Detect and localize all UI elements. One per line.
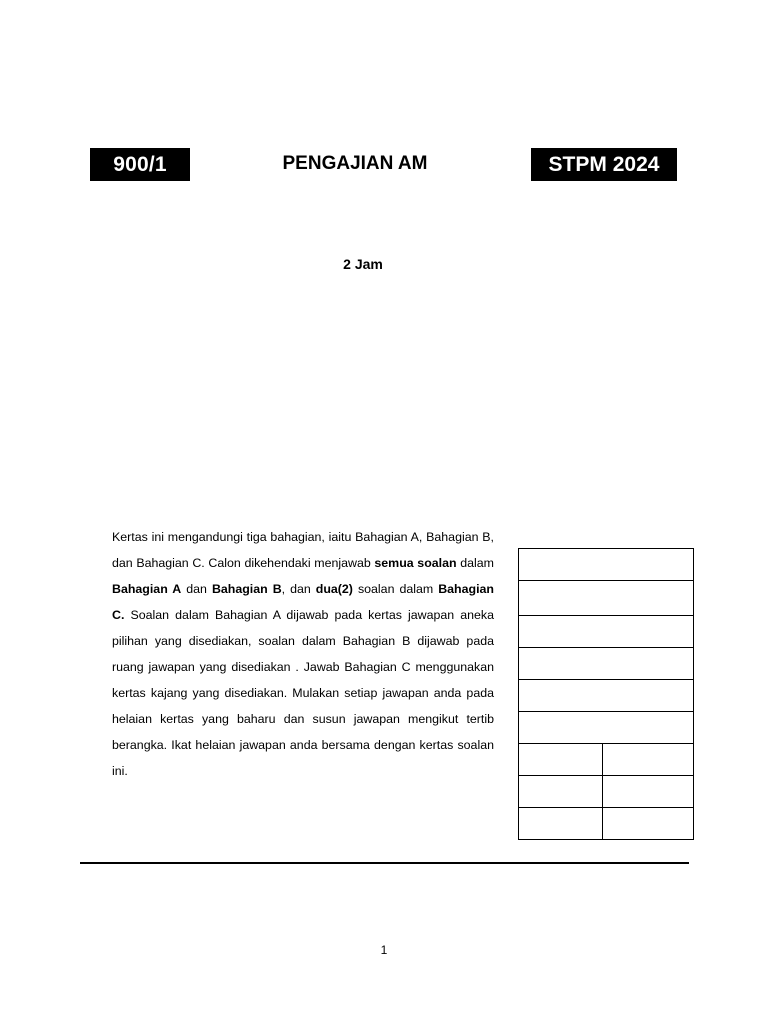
table-row: [519, 712, 694, 744]
instructions-text: Soalan dalam Bahagian A dijawab pada kertas jawapan aneka pilihan yang disediakan, soalan dalam Bahagian B dijawab pada ruang jawapan yang disediakan . Jawab Bahagian C menggunakan kertas kajang yang disediakan. Mulakan setiap jawapan anda pada helaian kertas yang baharu dan susun jawapan mengikut tertib berangka. Ikat helaian jawapan anda bersama dengan kertas soalan ini.: [112, 608, 494, 778]
instructions-bold: semua soalan: [374, 556, 457, 570]
page-number: 1: [380, 943, 388, 957]
instructions-bold: Bahagian C.: [112, 582, 494, 622]
subject-title: PENGAJIAN AM: [282, 153, 428, 174]
table-cell: [519, 776, 603, 808]
exam-badge: [531, 148, 677, 181]
table-cell: [519, 712, 694, 744]
marks-table: [518, 548, 694, 840]
table-row: [519, 680, 694, 712]
paper-code: 900/1: [113, 152, 167, 176]
table-row: [519, 648, 694, 680]
table-row: [519, 581, 694, 616]
instructions-paragraph: [112, 524, 494, 784]
table-cell: [519, 616, 694, 648]
paper-code-badge: [90, 148, 190, 181]
exam-name: STPM 2024: [548, 152, 660, 176]
table-cell: [519, 581, 694, 616]
table-row: [519, 744, 694, 776]
table-cell: [519, 680, 694, 712]
instructions-text: Kertas ini mengandungi tiga bahagian, iaitu Bahagian A, Bahagian B, dan Bahagian C. Calon dikehendaki menjawab: [112, 530, 494, 570]
instructions-bold: Bahagian B: [211, 582, 282, 596]
horizontal-divider: [80, 862, 689, 864]
instructions-text: , dan: [281, 582, 316, 596]
table-row: [519, 616, 694, 648]
instructions-text: dan: [181, 582, 212, 596]
table-row: [519, 549, 694, 581]
instructions-bold: Bahagian A: [112, 582, 182, 596]
table-row: [519, 808, 694, 840]
table-cell: [519, 549, 694, 581]
table-cell: [603, 808, 694, 840]
table-cell: [603, 776, 694, 808]
instructions-text: soalan dalam: [352, 582, 439, 596]
table-cell: [603, 744, 694, 776]
table-cell: [519, 744, 603, 776]
table-cell: [519, 648, 694, 680]
instructions-text: dalam: [456, 556, 494, 570]
table-cell: [519, 808, 603, 840]
instructions-bold: dua(2): [315, 582, 353, 596]
table-row: [519, 776, 694, 808]
exam-duration: 2 Jam: [343, 256, 383, 272]
